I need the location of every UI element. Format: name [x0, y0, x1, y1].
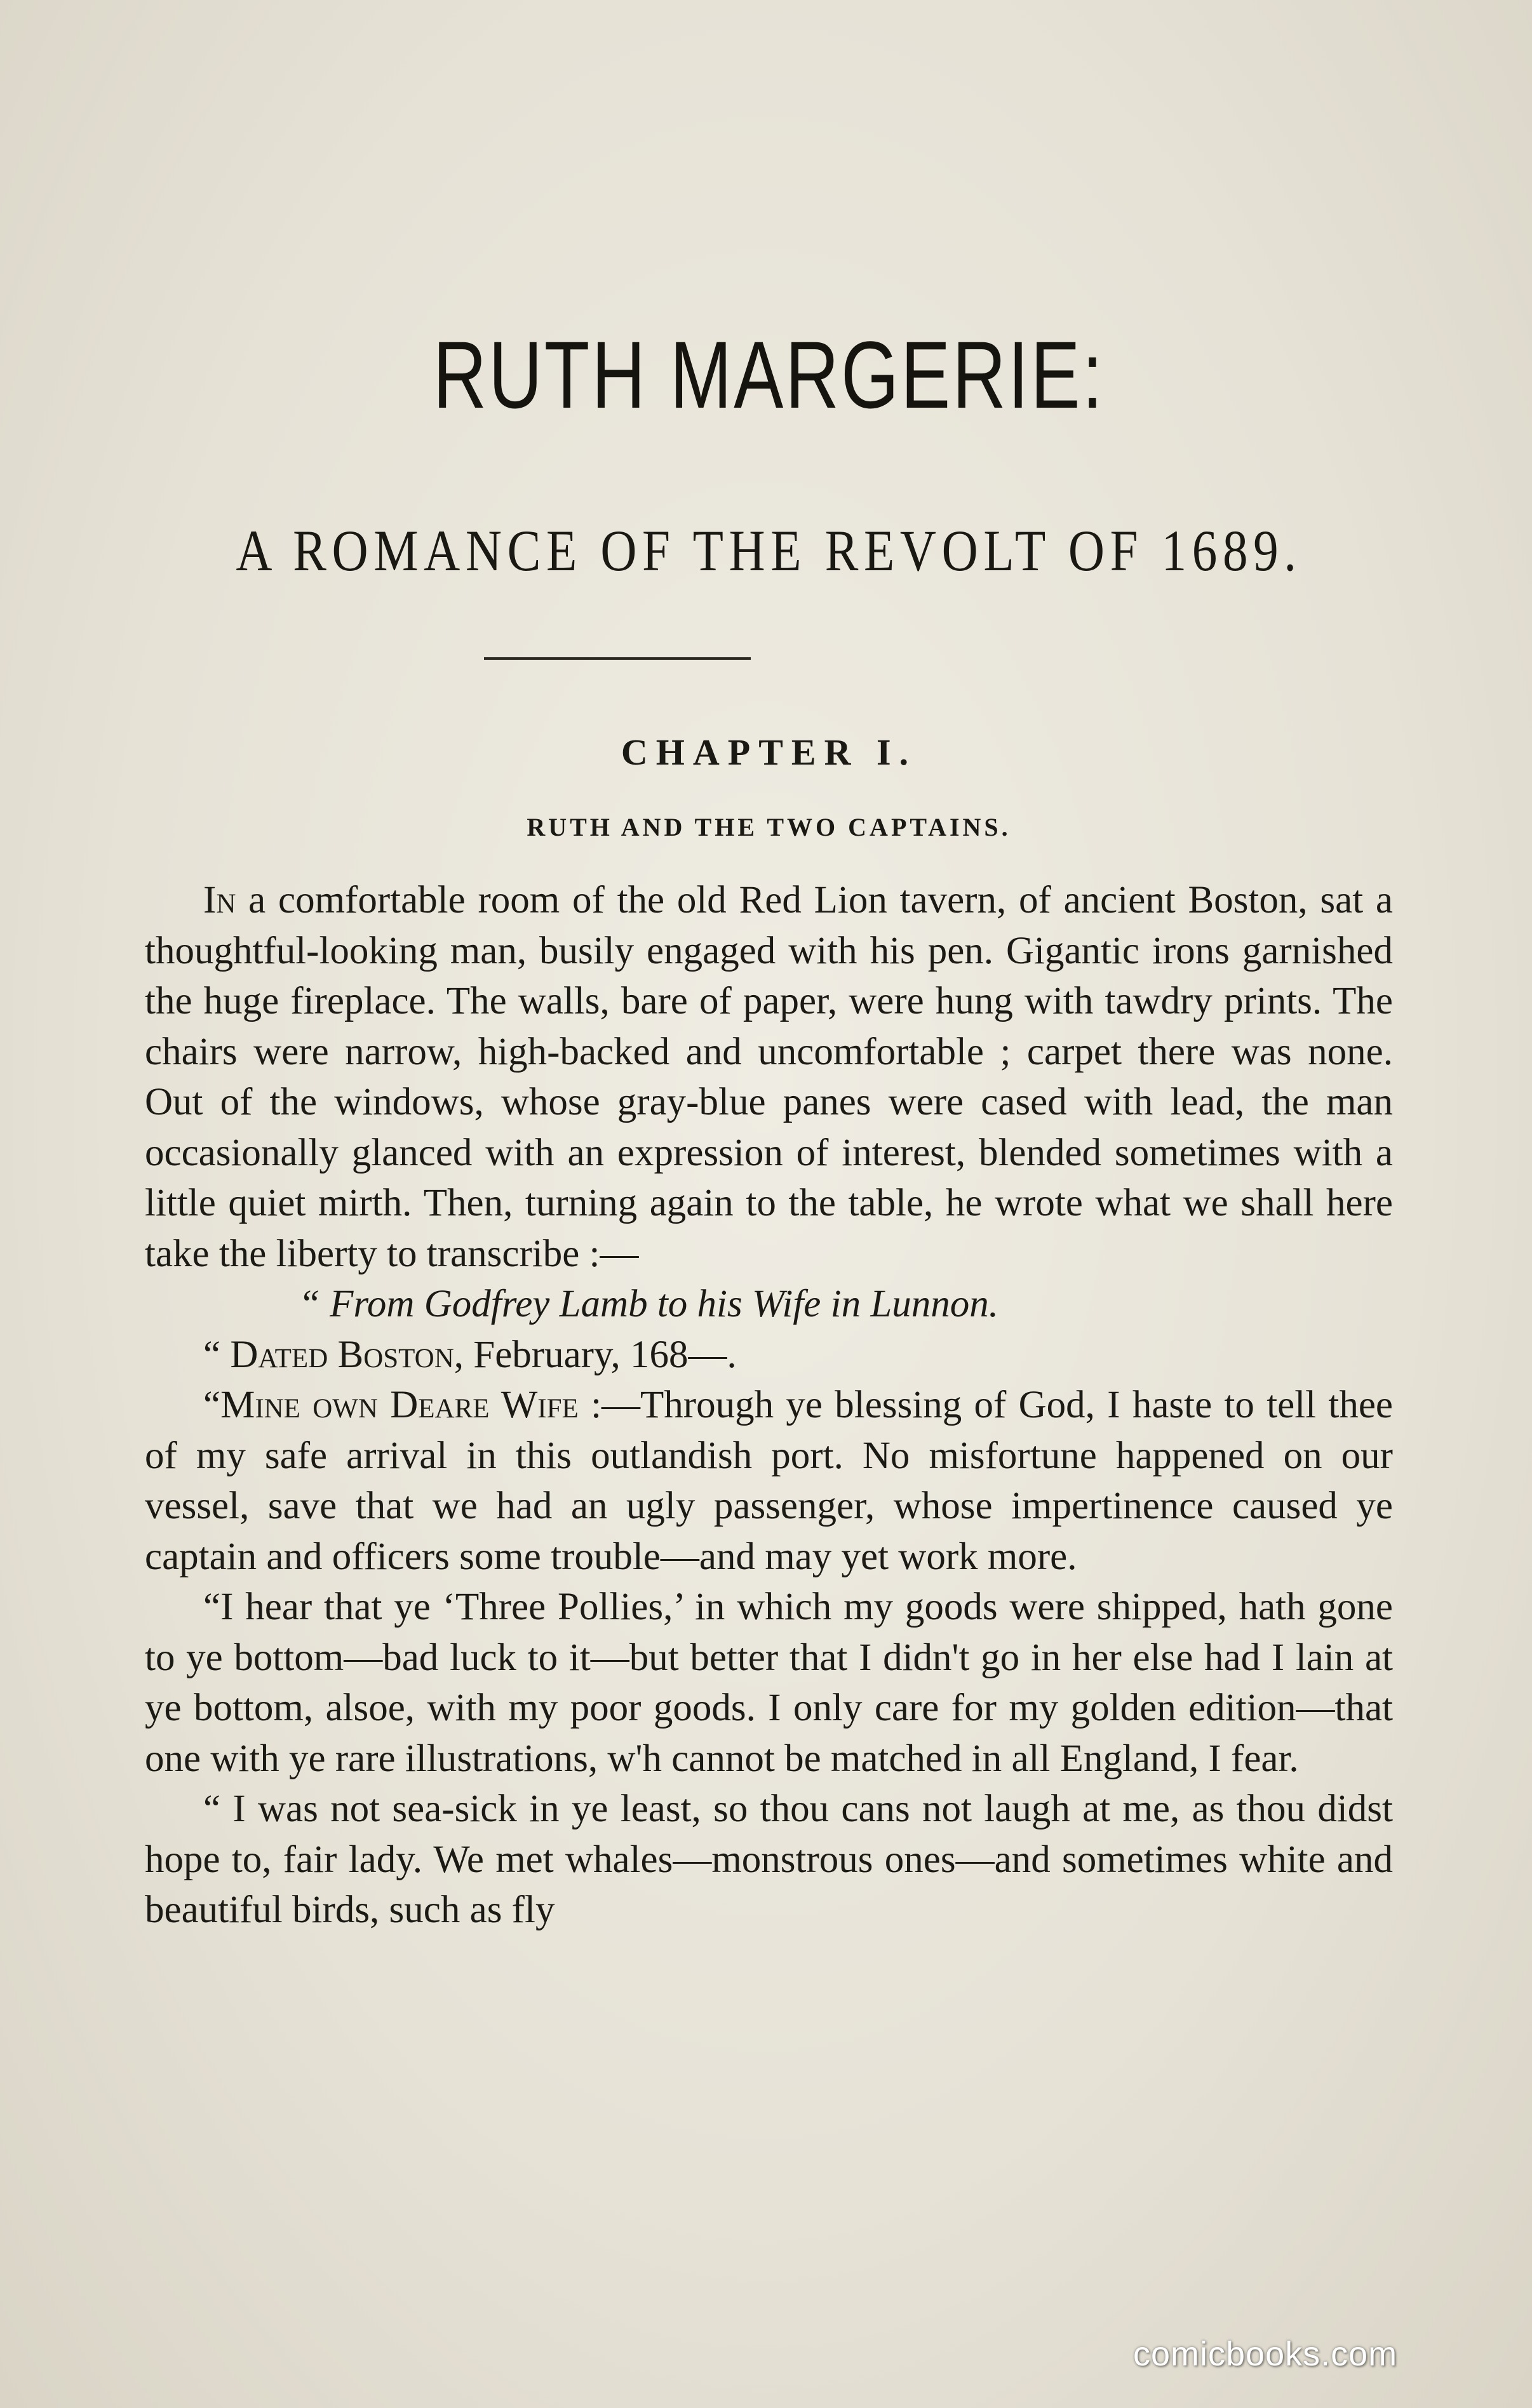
chapter-heading: RUTH AND THE TWO CAPTAINS.	[527, 813, 1011, 841]
letter-date-rest: , February, 168—.	[454, 1333, 737, 1376]
paragraph-1-text: a comfortable room of the old Red Lion tavern, of ancient Boston, sat a thoughtful-looking man, busily engaged with his pen. Gigantic irons garnished the huge fireplace. The walls, bare of paper, were hung with tawdry prints. The chairs were narrow, high-backed and uncomfortable ; carpet there was none. Out of the windows, whose gray-blue panes were cased with lead, the man occasionally glanced with an expression of interest, blended sometimes with a little quiet mirth. Then, turning again to the table, he wrote what we shall here take the liberty to transcribe :—	[145, 879, 1393, 1275]
paragraph-2	[145, 1380, 1393, 1582]
letter-salutation: “Mine own Deare Wife	[203, 1384, 579, 1426]
letter-date-word: Dated	[230, 1333, 328, 1376]
letter-date-place: Boston	[337, 1333, 454, 1376]
letter-heading: “ From Godfrey Lamb to his Wife in Lunnon.	[299, 1283, 998, 1325]
title-divider	[484, 657, 751, 660]
paragraph-3: “I hear that ye ‘Three Pollies,’ in which my goods were shipped, hath gone to ye bottom—bad luck to it—but better that I didn't go in her else had I lain at ye bottom, alsoe, with my poor goods. I only care for my golden edition—that one with ye rare illustrations, w'h cannot be matched in all England, I fear.	[145, 1586, 1393, 1780]
letter-date	[145, 1330, 1393, 1381]
chapter-body	[145, 875, 1393, 1936]
paragraph-4: “ I was not sea-sick in ye least, so thou cans not laugh at me, as thou didst hope to, fair lady. We met whales—monstrous ones—and sometimes white and beautiful birds, such as fly	[145, 1788, 1393, 1931]
watermark-text: comicbooks.com	[1133, 2335, 1398, 2373]
book-title: RUTH MARGERIE:	[433, 321, 1105, 428]
paragraph-2-text: :—Through ye blessing of God, I haste to tell thee of my safe arrival in this outlandish port. No misfortune happened on our vessel, save that we had an ugly passenger, whose impertinence caused ye captain and officers some trouble—and may yet work more.	[145, 1384, 1393, 1578]
page-content	[145, 0, 1393, 2408]
paragraph-1-lead: In	[203, 879, 236, 921]
chapter-number: CHAPTER I.	[621, 732, 917, 773]
letter-date-open: “	[203, 1333, 231, 1376]
paragraph-1	[145, 875, 1393, 1279]
book-subtitle: A ROMANCE OF THE REVOLT OF 1689.	[236, 518, 1302, 583]
